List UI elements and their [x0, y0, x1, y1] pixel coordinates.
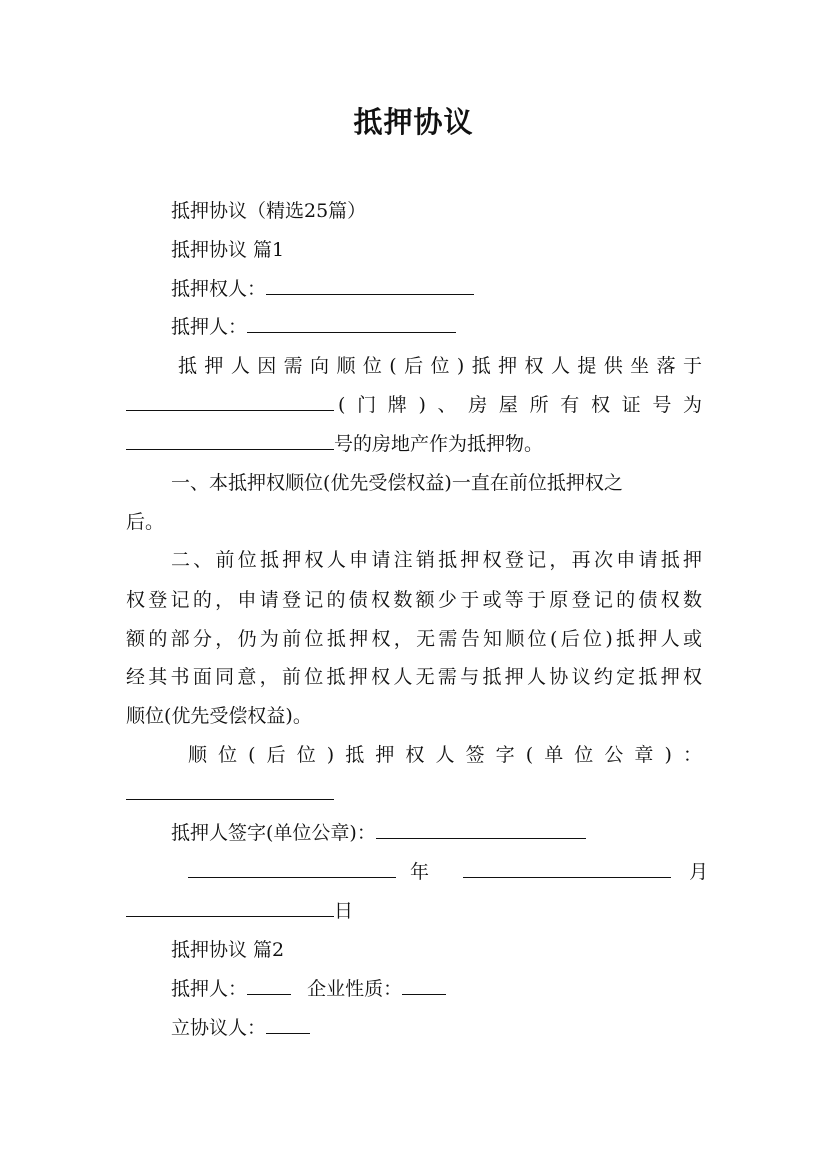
junior-signature-blank-line: [126, 782, 334, 806]
clause-2-line-5: 顺位(优先受偿权益)。: [126, 705, 312, 727]
provide-line-1: 抵押人因需向顺位(后位)抵押权人提供坐落于: [178, 355, 702, 377]
clause-1-line-1: 一、本抵押权顺位(优先受偿权益)一直在前位抵押权之: [171, 472, 623, 494]
clause-2-line-1: 二、前位抵押权人申请注销抵押权登记，再次申请抵押: [171, 549, 702, 571]
clause-2-line-3: 额的部分，仍为前位抵押权，无需告知顺位(后位)抵押人或: [126, 628, 702, 650]
p2-nature-label: 企业性质：: [307, 978, 403, 1000]
p2-mortgagor-line: [171, 977, 446, 1001]
mortgagee-blank: [266, 278, 474, 295]
mortgagor-line: [171, 315, 456, 339]
year-blank: [188, 861, 396, 878]
year-label: 年: [410, 861, 430, 883]
mortgagee-label: 抵押权人：: [171, 278, 267, 300]
month-blank: [463, 861, 671, 878]
provide-line-2: [126, 393, 702, 417]
intro-line: 抵押协议（精选25篇）: [171, 200, 367, 222]
day-label: 日: [334, 900, 354, 922]
day-blank: [126, 900, 334, 917]
mortgagor-signature-blank: [376, 822, 586, 839]
junior-signature-blank: [126, 783, 334, 800]
p2-nature-blank: [402, 978, 446, 995]
provide-line-3: [126, 432, 543, 456]
clause-2-line-2: 权登记的，申请登记的债权数额少于或等于原登记的债权数: [126, 589, 702, 611]
certificate-blank: [126, 433, 334, 450]
location-blank: [126, 394, 334, 411]
section-heading-2: 抵押协议 篇2: [171, 939, 285, 961]
mortgagor-signature-label: 抵押人签字(单位公章)：: [171, 822, 376, 844]
date-line-1: [188, 860, 708, 884]
mortgagor-label: 抵押人：: [171, 316, 248, 338]
p2-party-blank: [266, 1017, 310, 1034]
mortgagor-signature-line: [171, 821, 586, 845]
section-heading-1: 抵押协议 篇1: [171, 239, 285, 261]
p2-mortgagor-blank: [247, 978, 291, 995]
date-line-2: [126, 899, 353, 923]
p2-mortgagor-label: 抵押人：: [171, 978, 248, 1000]
junior-signature-label: 顺位(后位)抵押权人签字(单位公章)：: [188, 744, 702, 766]
p2-party-line: [171, 1016, 310, 1040]
p2-party-label: 立协议人：: [171, 1017, 267, 1039]
month-label: 月: [689, 861, 709, 883]
clause-1-line-2: 后。: [126, 511, 165, 533]
document-title: 抵押协议: [353, 105, 474, 139]
mortgagee-line: [171, 277, 474, 301]
clause-2-line-4: 经其书面同意，前位抵押权人无需与抵押人协议约定抵押权: [126, 666, 702, 688]
provide-line-3-text: 号的房地产作为抵押物。: [334, 433, 544, 455]
provide-line-2-text: (门牌)、房屋所有权证号为: [338, 394, 702, 416]
mortgagor-blank: [247, 316, 456, 333]
